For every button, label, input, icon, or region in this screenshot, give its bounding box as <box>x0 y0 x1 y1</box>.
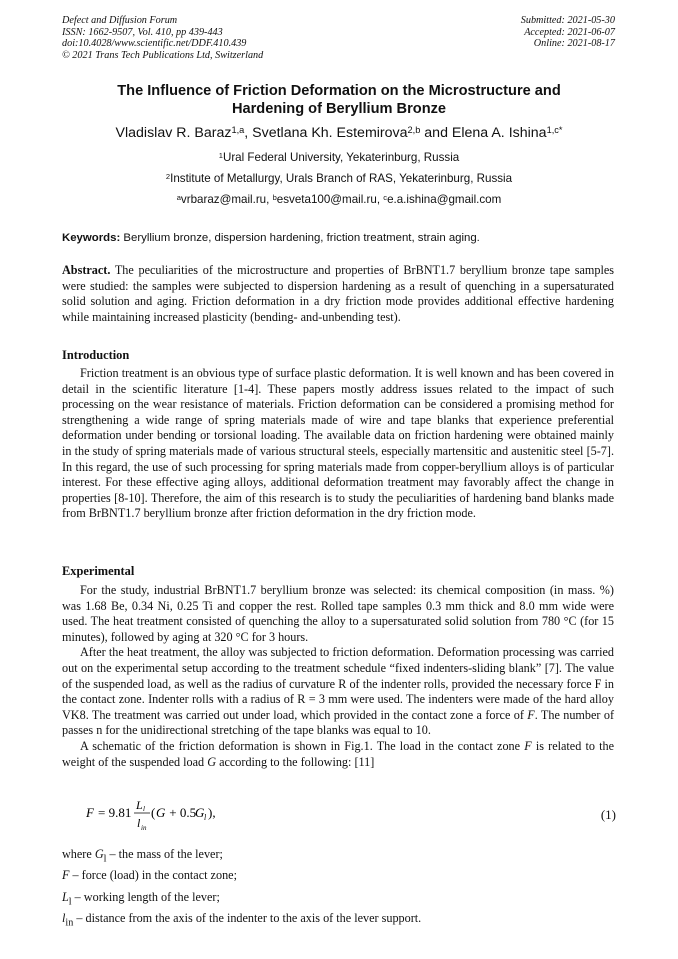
def-sub: in <box>65 917 74 929</box>
author-1-sup: 1,a <box>231 124 245 135</box>
eq-G: G <box>156 805 166 820</box>
eq-den-sub: in <box>141 824 147 832</box>
definition-item <box>62 910 614 931</box>
abstract <box>62 263 614 325</box>
email-b-sup: b <box>272 192 277 202</box>
definitions-list <box>62 846 614 932</box>
equation-number: (1) <box>600 807 616 822</box>
title-line-1: The Influence of Friction Deformation on the Microstructure and <box>117 83 561 99</box>
email-c-sup: c <box>383 192 388 202</box>
submitted-date: Submitted: 2021-05-30 <box>520 15 615 26</box>
eq-num-sub: l <box>143 805 145 813</box>
author-3: and Elena A. Ishina <box>420 125 547 141</box>
online-date: Online: 2021-08-17 <box>533 38 615 50</box>
issn: ISSN: 1662-9507, Vol. 410, pp 439-443 <box>62 26 223 38</box>
author-1: Vladislav R. Baraz <box>115 125 232 141</box>
keywords-label: Keywords: <box>62 232 121 244</box>
eq-G2-sub: l <box>204 813 207 822</box>
def-symbol: G <box>94 847 104 861</box>
email-b: esveta100@mail.ru, <box>276 193 384 206</box>
exp-paragraph-3 <box>62 739 614 770</box>
exp-p2-F: F <box>527 707 535 722</box>
def-text: – working length of the lever; <box>71 889 220 904</box>
def-prefix: where <box>62 847 95 861</box>
exp-p2-a: After the heat treatment, the alloy was subjected to friction deformation. Deformation processing was carried out on the experimental setup according to the treatment schedule “fixed indenters-sliding blank” [7]. The value of the suspended load, as well as the radius of curvature R of the indenter rolls, provided the necessary force F in the contact zone. Indenter rolls with a radius of R = 3 mm were used. The indenters were made of the hard alloy VK8. The treatment was carried out under load, which provided in the contact zone a force of <box>62 645 614 722</box>
intro-paragraph: Friction treatment is an obvious type of surface plastic deformation. It is well known and has been covered in detail in the scientific literature [1-4]. These papers mostly address issues related to the impact of such processing on the wear resistance of materials. Friction deformation can be considered a promising method for strengthening a wide range of spring materials made of wire and tape blanks that experience preferential deformation under bending or torsional loading. The available data on friction hardening were obtained mainly in the study of spring materials made of various structural steels, especially martensitic and austenitic steel [5-7]. In this regard, the use of such processing for spring materials made from copper-beryllium alloys is of particular interest. For these effective aging alloys, additional deformation treatment may favorably affect the change in properties [8-10]. Therefore, the aim of this research is to study the peculiarities of hardening band blanks made from BrBNT1.7 beryllium bronze after friction deformation in the dry friction mode. <box>62 366 614 521</box>
aff1-sup: 1 <box>218 150 223 160</box>
def-sub: l <box>68 896 72 908</box>
experimental-heading: Experimental <box>62 564 135 578</box>
def-text: – distance from the axis of the indenter to the axis of the lever support. <box>73 911 422 926</box>
def-symbol: F <box>62 868 70 883</box>
aff2-sup: 2 <box>165 171 171 181</box>
aff1-text: Ural Federal University, Yekaterinburg, Russia <box>222 151 460 164</box>
doi: doi:10.4028/www.scientific.net/DDF.410.439 <box>62 38 247 50</box>
journal-name: Defect and Diffusion Forum <box>62 15 178 26</box>
aff2-text: Institute of Metallurgy, Urals Branch of RAS, Yekaterinburg, Russia <box>170 172 513 185</box>
equation-1 <box>86 800 616 840</box>
author-2: , Svetlana Kh. Estemirova <box>244 125 408 141</box>
exp-p3-G: G <box>207 754 217 769</box>
exp-paragraph-1: For the study, industrial BrBNT1.7 beryllium bronze was selected: its chemical composition (in mass. %) was 1.68 Be, 0.34 Ni, 0.25 Ti and copper the rest. Rolled tape samples 0.3 mm thick and 8.0 mm wide were used. The heat treatment consisted of quenching the alloy to a supersaturated solid solution from 780 °C (for 15 minutes), followed by aging at 320 °C for 3 hours. <box>62 583 614 644</box>
def-text: – the mass of the lever; <box>106 847 223 861</box>
exp-p3-c: according to the following: [11] <box>216 754 375 769</box>
email-a-sup: a <box>176 192 181 202</box>
journal-header-left <box>62 15 263 61</box>
keywords <box>62 231 622 245</box>
def-text: – force (load) in the contact zone; <box>69 868 237 883</box>
definition-item <box>62 846 614 867</box>
def-sub: l <box>103 853 107 865</box>
exp-p3-b: is related to the weight of the suspended load <box>62 738 615 769</box>
copyright: © 2021 Trans Tech Publications Ltd, Switzerland <box>62 49 264 61</box>
journal-header-right <box>521 15 615 50</box>
email-a: vrbaraz@mail.ru, <box>180 193 273 206</box>
exp-p2-b: . The number of passes n for the unidirectional stretching of the tape blanks was equal to 10. <box>62 707 614 738</box>
exp-paragraph-2 <box>62 645 614 739</box>
eq-den: l <box>137 816 141 830</box>
author-3-sup: 1,c* <box>546 124 563 135</box>
exp-p3-F: F <box>524 738 532 753</box>
eq-num: L <box>136 800 143 812</box>
intro-heading: Introduction <box>62 348 130 362</box>
emails <box>20 193 658 207</box>
equation-svg <box>86 800 266 840</box>
title-line-2: Hardening of Beryllium Bronze <box>231 101 447 117</box>
definition-item <box>62 889 614 910</box>
eq-G2: G <box>195 805 205 820</box>
eq-close: ), <box>208 805 216 820</box>
accepted-date: Accepted: 2021-06-07 <box>524 26 615 38</box>
experimental-section <box>62 583 614 770</box>
abstract-text: The peculiarities of the microstructure and properties of BrBNT1.7 beryllium bronze tape samples were studied: the samples were subjected to dispersion hardening as a result of quenching in a supersaturated solid solution and aging. Friction deformation in a dry friction mode provides additional effective hardening while maintaining increased plasticity (bending- and-unbending test). <box>62 263 614 324</box>
affiliation-1 <box>20 151 658 165</box>
eq-lhs: F <box>86 805 94 820</box>
eq-open-paren: ( <box>151 805 156 820</box>
def-symbol: L <box>62 889 69 904</box>
affiliation-2 <box>20 172 658 186</box>
email-c: e.a.ishina@gmail.com <box>387 193 502 206</box>
eq-equals: = 9.81 <box>98 805 132 820</box>
def-symbol: l <box>62 911 66 926</box>
abstract-label: Abstract. <box>62 263 111 277</box>
definition-item <box>62 867 614 888</box>
eq-plus: + 0.5 <box>166 805 197 820</box>
author-2-sup: 2,b <box>407 124 421 135</box>
paper-title <box>40 82 638 118</box>
authors <box>20 124 658 142</box>
exp-p3-a: A schematic of the friction deformation is shown in Fig.1. The load in the contact zone <box>80 738 525 753</box>
keywords-text: Beryllium bronze, dispersion hardening, friction treatment, strain aging. <box>120 232 480 244</box>
